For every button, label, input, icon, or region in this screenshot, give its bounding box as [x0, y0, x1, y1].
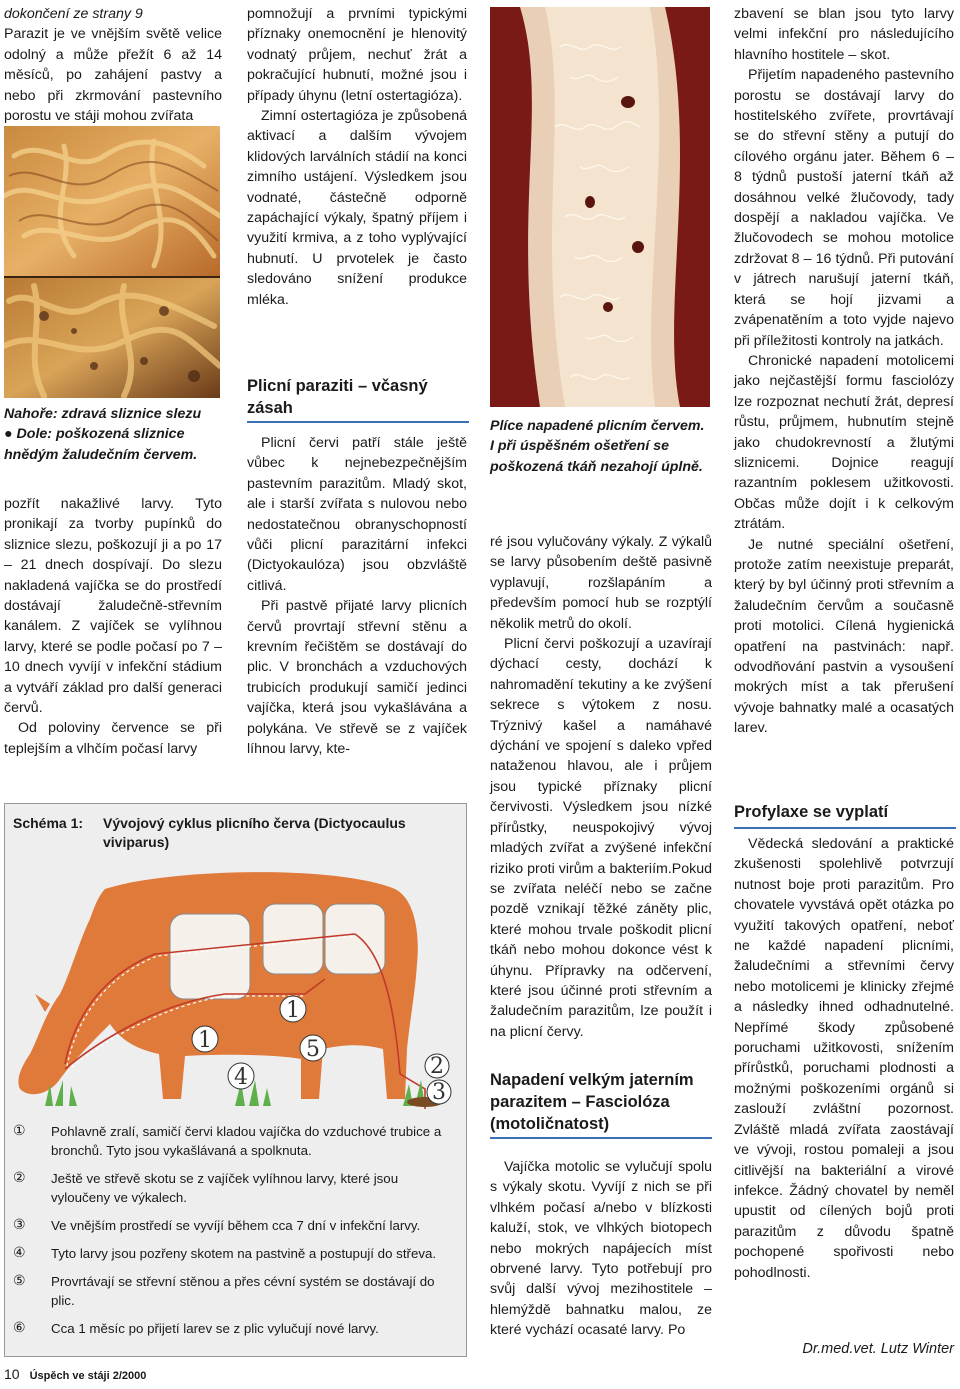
column-2 — [247, 4, 467, 310]
legend-text: Pohlavně zralí, samičí červi kladou vajíčka do vzduchové trubice a bronchů. Tyto jsou vykašlávaná a spolknuta. — [51, 1124, 442, 1158]
caption-top: Nahoře: zdravá sliznice slezu — [4, 406, 202, 422]
legend-number: ② — [13, 1169, 26, 1185]
legend-number: ③ — [13, 1216, 26, 1232]
legend-number: ⑥ — [13, 1319, 26, 1335]
lifecycle-schema — [4, 803, 467, 1357]
legend-item — [13, 1319, 453, 1338]
lung-caption: Plíce napadené plicním červem. I při úspěšném ošetření se poškozená tkáň nezahojí úplně. — [490, 418, 705, 475]
diagram-number-2: 2 — [430, 1054, 444, 1079]
col3-paragraph-3: Vajíčka motolic se vylučují spolu s výkaly skotu. Vyvíjí z nich se při vlhkém počasí a/nebo v blízkosti kaluží, stok, ve vlhkých biotopech nebo mokrých napájecích míst obrvené larvy. Tyto potřebují pro svůj další vývoj mezihostitele – hlemýždě bahnatku malou, ze které vychází ocasaté larvy. Po — [490, 1159, 712, 1339]
column-3-body — [490, 532, 712, 1042]
bullet-icon: ● — [4, 426, 13, 443]
legend-text: Tyto larvy jsou pozřeny skotem na pastvině a postupují do střeva. — [51, 1246, 437, 1261]
page-number: 10 — [4, 1366, 20, 1382]
column-1-body — [4, 494, 222, 759]
diagram-number-5: 5 — [306, 1037, 320, 1062]
legend-item — [13, 1244, 453, 1263]
legend-item — [13, 1122, 453, 1160]
col4-paragraph-2: Přijetím napadeného pastevního porostu se dostávají larvy do hostitelského zvířete, provrtávají se do střevní stěny a putují do cílového orgánu jater. Během 6 – 8 týdnů pustoší jaterní tkáň až dosáhnou velké žlučovody, tady dospějí a nakladou vajíčka. Ve žlučovodech se mohou motolice zdržovat 8 – 16 týdnů. Při putování v játrech narušují jaterní tkáň, která se hojí jizvami a zvápenatěním a toto vyjde najevo při příležitosti kontroly na jatkách. — [734, 67, 954, 349]
col4-paragraph-1: zbavení se blan jsou tyto larvy velmi infekční pro následujícího hlavního hostitele – skot. — [734, 6, 954, 63]
heading-liver-fluke: Napadení velkým jaterním parazitem – Fasciolóza (motoličnatost) — [490, 1069, 712, 1139]
diagram-number-1a: 1 — [198, 1028, 212, 1053]
schema-legend — [13, 1122, 453, 1347]
diagram-number-3: 3 — [432, 1080, 446, 1105]
column-4 — [734, 4, 954, 739]
legend-text: Provrtávají se střevní stěnou a přes cévní systém se dostávají do plic. — [51, 1274, 435, 1308]
author: Dr.med.vet. Lutz Winter — [802, 1341, 954, 1357]
col1-paragraph-2: pozřít nakažlivé larvy. Tyto pronikají za tvorby pupínků do sliznice slezu, poškozují ji a po 17 – 21 dnech dospívají. Do slezu nakladená vajíčka se do prostředí dostávají žaludečně-střevním kanálem. Z vajíček se vylíhnou larvy, které se podle počasí po 7 – 10 dnech vyvíjí v infekční stádium a vytváří základ pro další generaci červů. — [4, 496, 222, 717]
diagram-number-1b: 1 — [286, 998, 300, 1023]
caption-bottom: Dole: poškozená sliznice hnědým žaludečním červem. — [4, 426, 198, 463]
col1-paragraph-3: Od poloviny července se při teplejším a vlhčím počasí larvy — [4, 720, 222, 757]
column-3-caption — [490, 416, 712, 477]
schema-label: Schéma 1: — [13, 815, 84, 831]
stomach-mucosa-image — [4, 126, 220, 398]
col2-paragraph-4: Při pastvě přijaté larvy plicních červů provrtají střevní stěnu a krevním řečištěm se dostávají do plic. V bronchách a vzduchových trubicích produkují samičí jedinci vajíčka, která jsou vykašlávána a polykána. Ve střevě se z vajíček líhnou larvy, kte- — [247, 598, 467, 758]
column-2-body — [247, 433, 467, 760]
column-3-body-2 — [490, 1157, 712, 1341]
diagram-number-4: 4 — [234, 1065, 248, 1090]
legend-text: Cca 1 měsíc po přijetí larev se z plic vylučují nové larvy. — [51, 1321, 379, 1336]
legend-text: Ve vnějším prostředí se vyvíjí během cca 7 dní v infekční larvy. — [51, 1218, 421, 1233]
legend-number: ① — [13, 1122, 26, 1138]
legend-item — [13, 1169, 453, 1207]
cow-lifecycle-diagram — [5, 844, 466, 1114]
heading-prophylaxis: Profylaxe se vyplatí — [734, 801, 956, 829]
prophylaxis-heading — [734, 801, 956, 829]
journal-name: Úspěch ve stáji 2/2000 — [29, 1370, 147, 1382]
col2-paragraph-1: pomnožují a prvními typickými příznaky onemocnění je hlenovitý vodnatý průjem, nechuť žrát a pokračující hubnutí, možné jsou i případy úhynu (letní ostertagióza). — [247, 6, 467, 104]
column-4-body — [734, 834, 954, 1283]
heading-lung-parasites: Plicní paraziti – včasný zásah — [247, 375, 469, 423]
col2-paragraph-2: Zimní ostertagióza je způsobená aktivací a dalším vývojem klidových larválních stádií na konci zimního ustájení. Výsledkem jsou vodnaté, částečně odporně zapáchající výkaly, špatný příjem i využití krmiva, a z toho vyplývající hubnutí. U prvotelek je často sledováno snížení produkce mléka. — [247, 108, 467, 308]
col4-paragraph-4: Je nutné speciální ošetření, protože zatím neexistuje preparát, který by byl účinný proti střevním a žaludečním červům a současně proti motolici. Cílená hygienická opatření na pastvinách: např. odvodňování pastvin a vysoušení mokrých míst a tak přerušení vývoje bahnatky malé a ocasatých larev. — [734, 536, 954, 737]
column-1-caption — [4, 404, 222, 465]
lung-photo — [490, 7, 710, 407]
col2-paragraph-3: Plicní červi patří stále ještě vůbec k nejnebezpečnějším pastevním parazitům. Mladý skot, ale i starší zvířata s nulovou nebo nedostatečnou obranyschopností vůči plicní parazitární infekci (Dictyokaulóza) jsou obzvláště citlivá. — [247, 435, 467, 594]
lung-parasites-heading — [247, 375, 469, 423]
col4-paragraph-5: Vědecká sledování a praktické zkušenosti spolehlivě potvrzují nutnost boje proti parazitům. Pro chovatele vyvstává opět otázka po využití takových opatření, neboť ne každé napadení plicními, žaludečními a střevními červy nebo motolicemi je klinicky zřejmé a následky ihned odhadnutelné. Nepřímé škody způsobené poruchami užitkovosti, snížením přírůstků, poruchami plodnosti a možnými poškozeními orgánů si zaslouží zvláštní pozornost. Zvláště mladá zvířata zaostávají ve vývoji, rostou pomaleji a jsou citlivější na bakteriální a virové infekce. Žádný chovatel by neměl upustit od cílených bojů proti parazitům z důvodu špatně pochopené spořivosti nebo pohodlnosti. — [734, 836, 954, 1281]
liver-fluke-heading — [490, 1069, 712, 1139]
legend-number: ④ — [13, 1244, 26, 1260]
legend-item — [13, 1272, 453, 1310]
stomach-photo — [4, 126, 220, 398]
col3-paragraph-1: ré jsou vylučovány výkaly. Z výkalů se larvy působením deště pasivně vyplavují, rozšlapáním a především pomocí hub se rozptýlí několik metrů do okolí. — [490, 534, 712, 632]
col4-paragraph-3: Chronické napadení motolicemi jako nejčastější formu fasciolózy lze rozpoznat nechutí žrát, depresí růstu, průjmem, hubnutím stejně jako chudokrevností a žlutými sliznicemi. Dojnice reagují razantním poklesem užitkovosti. Občas může dojít i k celkovým ztrátám. — [734, 352, 954, 533]
legend-number: ⑤ — [13, 1272, 26, 1288]
schema-title: Vývojový cyklus plicního červa (Dictyocaulus viviparus) — [103, 815, 406, 850]
page-footer — [4, 1366, 146, 1382]
continuation-note: dokončení ze strany 9 — [4, 6, 143, 22]
lung-tissue-image — [490, 7, 710, 407]
legend-item — [13, 1216, 453, 1235]
col1-paragraph-1: Parazit je ve vnějším světě velice odolný a může přežít 6 až 14 měsíců, po zahájení pastvy a nebo při zkrmování pastevního porostu ve stáji mohou zvířata — [4, 26, 222, 125]
legend-text: Ještě ve střevě skotu se z vajíček vylíhnou larvy, které jsou vyloučeny ve výkalech. — [51, 1171, 399, 1205]
column-1 — [4, 4, 222, 126]
col3-paragraph-2: Plicní červi poškozují a uzavírají dýchací cesty, dochází k nahromadění tekutiny a ke zvýšení sekrece s výtokem z nosu. Trýznivý kašel a namáhavé dýchání ve spojení s daleko vpřed nataženou hlavou, ale i průjem jsou typické příznaky plicní červivosti. Výsledkem jsou nízké přírůstky, neuspokojivý vývoj mladých zvířat a zvýšené infekční riziko proti virům a bakteriím.Pokud se zvířata neléčí nebo se začne pozdě vznikají těžké záněty plic, které mohou trvale poškodit plicní tkáň nebo mohou dokonce vést k úhynu. Přípravky na odčervení, které jsou účinné proti střevním a žaludečním parazitům, lze použít i na plicní červy. — [490, 636, 712, 1040]
